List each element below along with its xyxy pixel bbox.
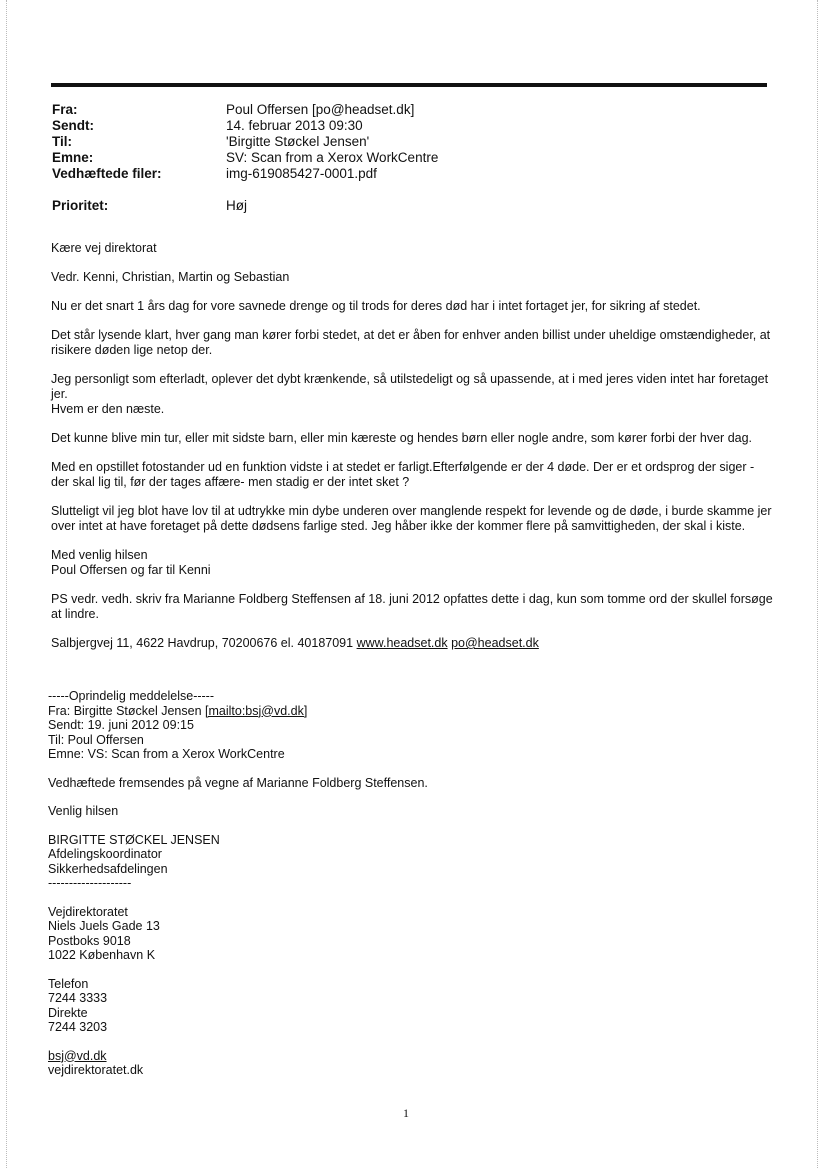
greeting: Kære vej direktorat [51,241,157,255]
from-label: Fra: [52,102,78,117]
original-web: vejdirektoratet.dk [48,1063,144,1077]
closing: Med venlig hilsen [51,548,148,562]
ps-paragraph: PS vedr. vedh. skriv fra Marianne Foldberg Steffensen af 18. juni 2012 opfattes dette i dag, kun som tomme ord der skullel forsøge at lindre. [51,592,773,621]
signature-block [51,548,773,578]
subject-value: SV: Scan from a Xerox WorkCentre [226,150,439,165]
original-address [48,905,770,963]
sig-department: Sikkerhedsafdelingen [48,861,168,876]
direct-label: Direkte [48,1005,88,1020]
sig-title: Afdelingskoordinator [48,847,162,861]
paragraph-2: Det står lysende klart, hver gang man kører forbi stedet, at det er åben for enhver anden billist under uheldige omstændigheder, at risikere døden lige netop der. [51,328,771,357]
header-rule [51,83,767,87]
regarding-line: Vedr. Kenni, Christian, Martin og Sebastian [51,270,290,284]
email-body [51,241,773,665]
priority-value: Høj [226,198,247,213]
paragraph-5: Med en opstillet fotostander ud en funktion vidste i at stedet er farligt.Efterfølgende er der 4 døde. Der er et ordsprog der siger - der skal lig til, før der tages affære- men stadig er der intet sket ? [51,460,755,489]
original-sent: Sendt: 19. juni 2012 09:15 [48,718,194,732]
original-to: Til: Poul Offersen [48,732,144,747]
email-header [52,102,768,214]
contact-line [51,636,773,651]
original-contact [48,1049,770,1078]
attachments-label: Vedhæftede filer: [52,166,162,181]
to-value: 'Birgitte Støckel Jensen' [226,134,370,149]
original-header [48,689,770,762]
paragraph-3-question: Hvem er den næste. [51,402,165,416]
original-text: Vedhæftede fremsendes på vegne af Marianne Foldberg Steffensen. [48,775,428,790]
original-signature [48,833,770,891]
attachments-row [52,166,768,182]
sig-name: BIRGITTE STØCKEL JENSEN [48,832,220,847]
priority-label: Prioritet: [52,198,109,213]
original-mailto-link[interactable]: [mailto:bsj@vd.dk] [205,703,308,718]
from-row [52,102,768,118]
original-greeting: Venlig hilsen [48,804,119,818]
original-separator: -----Oprindelig meddelelse----- [48,689,215,703]
scan-edge-right [817,0,819,1168]
sent-value: 14. februar 2013 09:30 [226,118,363,133]
org-pobox: Postboks 9018 [48,933,131,948]
sent-label: Sendt: [52,118,94,133]
sent-row [52,118,768,134]
paragraph-6: Slutteligt vil jeg blot have lov til at udtrykke min dybe underen over manglende respekt for levende og de døde, i burde skamme jer over intet at have foretaget på dette dødsens farlige sted. Jeg håber ikke der kommer flere på samvittigheden, der skal i kiste. [51,504,772,533]
direct-value: 7244 3203 [48,1020,108,1034]
org-street: Niels Juels Gade 13 [48,919,160,933]
original-from-line [48,704,770,719]
original-email-link[interactable]: bsj@vd.dk [48,1048,107,1063]
priority-row [52,198,768,214]
page-number: 1 [403,1106,409,1120]
paragraph-3 [51,372,773,417]
attachments-value: img-619085427-0001.pdf [226,166,377,181]
to-row [52,134,768,150]
paragraph-1: Nu er det snart 1 års dag for vore savnede drenge og til trods for deres død har i intet fortaget jer, for sikring af stedet. [51,299,701,313]
phone-label: Telefon [48,976,89,991]
org-name: Vejdirektoratet [48,904,128,919]
paragraph-3-text: Jeg personligt som efterladt, oplever det dybt krænkende, så utilstedeligt og så upassende, at i med jeres viden intet har foretaget jer. [51,372,769,401]
subject-label: Emne: [52,150,94,165]
original-subject: Emne: VS: Scan from a Xerox WorkCentre [48,747,285,761]
address-text: Salbjergvej 11, 4622 Havdrup, 70200676 el. 40187091 [51,636,354,650]
paragraph-4: Det kunne blive min tur, eller mit sidste barn, eller min kæreste og hendes børn eller nogle andre, som kører forbi der hver dag. [51,431,753,445]
website-link[interactable]: www.headset.dk [356,636,448,650]
scan-edge-left [6,0,8,1168]
original-from: Fra: Birgitte Støckel Jensen [48,703,202,718]
original-phones [48,977,770,1035]
original-message [48,689,770,1092]
sig-divider: -------------------- [48,876,132,890]
to-label: Til: [52,134,72,149]
signature-name: Poul Offersen og far til Kenni [51,563,211,577]
email-link[interactable]: po@headset.dk [451,636,539,650]
subject-row [52,150,768,166]
phone-value: 7244 3333 [48,991,108,1005]
org-city: 1022 København K [48,948,156,962]
from-value: Poul Offersen [po@headset.dk] [226,102,415,117]
